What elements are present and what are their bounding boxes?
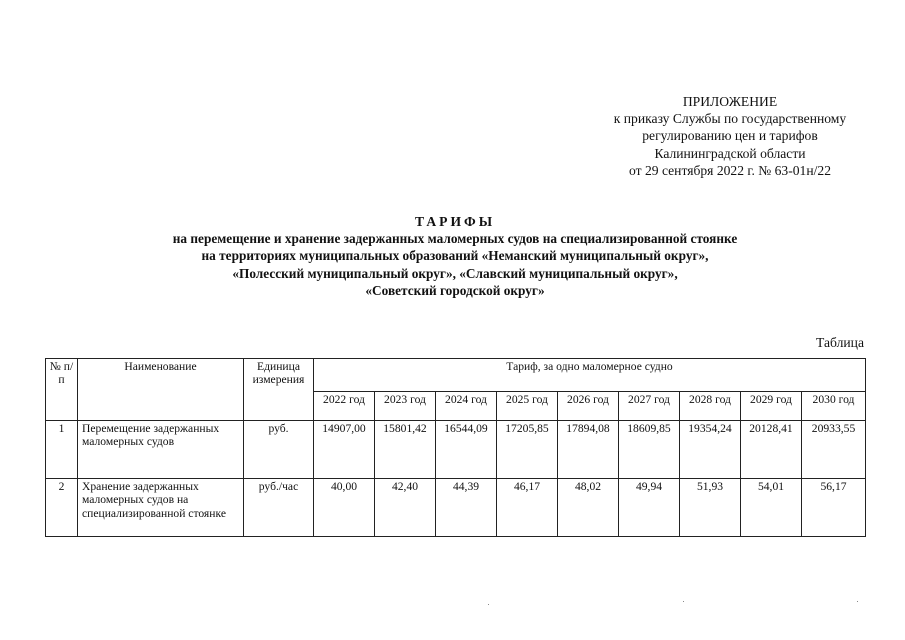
- header-year: 2029 год: [741, 392, 802, 421]
- header-year: 2028 год: [680, 392, 741, 421]
- row-value: 46,17: [497, 479, 558, 537]
- header-year: 2025 год: [497, 392, 558, 421]
- row-name-text: Перемещение задержанных маломерных судов: [82, 422, 220, 449]
- row-value: 17205,85: [497, 421, 558, 479]
- header-year: 2026 год: [558, 392, 619, 421]
- row-value: 16544,09: [436, 421, 497, 479]
- row-value: 42,40: [375, 479, 436, 537]
- row-value: 51,93: [680, 479, 741, 537]
- header-year: 2022 год: [314, 392, 375, 421]
- row-value: 44,39: [436, 479, 497, 537]
- scan-speck: [488, 604, 489, 605]
- header-num: № п/п: [46, 359, 78, 421]
- row-value: 14907,00: [314, 421, 375, 479]
- row-value: 20128,41: [741, 421, 802, 479]
- title-heading: ТАРИФЫ: [414, 214, 496, 229]
- row-value: 48,02: [558, 479, 619, 537]
- table-row: [46, 479, 866, 537]
- appendix-line: Калининградской области: [654, 145, 806, 161]
- appendix-line: регулированию цен и тарифов: [642, 128, 818, 144]
- title-line: «Советский городской округ»: [365, 282, 545, 298]
- row-name: [78, 479, 244, 537]
- scan-speck: [683, 601, 684, 602]
- header-unit: Единица измерения: [244, 359, 314, 421]
- row-value: 18609,85: [619, 421, 680, 479]
- appendix-header: [560, 93, 900, 179]
- tariff-table: [45, 358, 866, 537]
- scan-speck: [857, 601, 858, 602]
- title-line: «Полесский муниципальный округ», «Славский муниципальный округ»,: [232, 265, 678, 281]
- row-value: 19354,24: [680, 421, 741, 479]
- row-value: 20933,55: [802, 421, 866, 479]
- header-year: 2027 год: [619, 392, 680, 421]
- row-unit: руб./час: [244, 479, 314, 537]
- title-line: на территориях муниципальных образований «Неманский муниципальный округ»,: [201, 248, 709, 264]
- table-header-row: [46, 359, 866, 392]
- row-value: 40,00: [314, 479, 375, 537]
- row-value: 15801,42: [375, 421, 436, 479]
- row-unit: руб.: [244, 421, 314, 479]
- row-value: 54,01: [741, 479, 802, 537]
- header-tariff: Тариф, за одно маломерное судно: [314, 359, 866, 392]
- row-num: 2: [46, 479, 78, 537]
- header-year: 2024 год: [436, 392, 497, 421]
- appendix-line: к приказу Службы по государственному: [613, 111, 847, 127]
- title-line: на перемещение и хранение задержанных маломерных судов на специализированной стоянке: [172, 231, 738, 247]
- appendix-line: от 29 сентября 2022 г. № 63-01н/22: [629, 162, 831, 178]
- row-value: 17894,08: [558, 421, 619, 479]
- document-title: [60, 213, 850, 299]
- row-num: 1: [46, 421, 78, 479]
- appendix-line: ПРИЛОЖЕНИЕ: [682, 94, 778, 109]
- header-name: Наименование: [78, 359, 244, 421]
- row-value: 56,17: [802, 479, 866, 537]
- table-caption: Таблица: [816, 335, 864, 350]
- header-year: 2023 год: [375, 392, 436, 421]
- row-name-text: Хранение задержанных маломерных судов на специализированной стоянке: [82, 480, 226, 520]
- row-value: 49,94: [619, 479, 680, 537]
- row-name: [78, 421, 244, 479]
- header-year: 2030 год: [802, 392, 866, 421]
- table-row: [46, 421, 866, 479]
